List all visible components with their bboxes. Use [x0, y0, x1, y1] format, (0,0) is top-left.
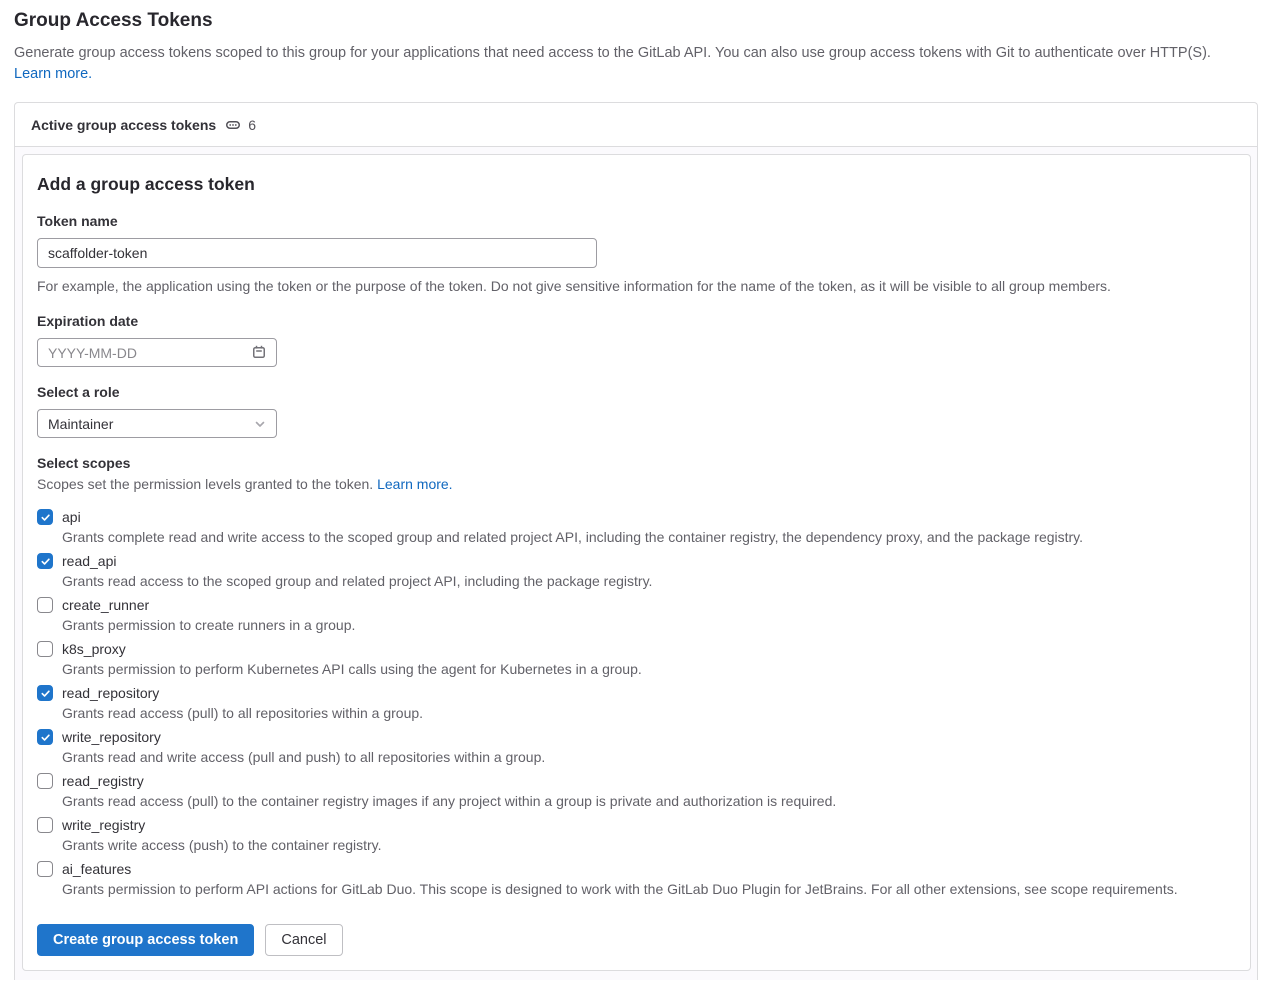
add-token-card: [22, 154, 1251, 971]
create-token-button[interactable]: Create group access token: [37, 924, 254, 956]
read_registry-checkbox[interactable]: [37, 773, 53, 789]
write_repository-checkbox[interactable]: [37, 729, 53, 745]
role-select[interactable]: [37, 409, 277, 438]
scope-description: Grants read and write access (pull and push) to all repositories within a group.: [62, 749, 546, 765]
page-header: [0, 0, 1261, 85]
scope-row: [37, 639, 1236, 679]
add-token-heading: Add a group access token: [37, 174, 255, 194]
scope-description: Grants permission to perform API actions for GitLab Duo. This scope is designed to work with the GitLab Duo Plugin for JetBrains. For all other extensions, see scope requirements.: [62, 881, 1178, 897]
chevron-down-icon: [254, 418, 266, 430]
active-tokens-count: 6: [248, 117, 256, 133]
scope-description: Grants complete read and write access to the scoped group and related project API, including the container registry, the dependency proxy, and the package registry.: [62, 529, 1084, 545]
api-checkbox[interactable]: [37, 509, 53, 525]
expiration-date-input[interactable]: [37, 338, 277, 367]
scope-name[interactable]: read_api: [62, 553, 117, 569]
read_api-checkbox[interactable]: [37, 553, 53, 569]
scope-row: [37, 727, 1236, 767]
active-tokens-header: [15, 103, 1257, 147]
scope-description: Grants permission to create runners in a group.: [62, 617, 356, 633]
token-name-label: Token name: [37, 213, 118, 229]
scope-row: [37, 507, 1236, 547]
page-title: Group Access Tokens: [14, 10, 213, 31]
scope-description: Grants read access to the scoped group and related project API, including the package registry.: [62, 573, 653, 589]
expiration-label: Expiration date: [37, 313, 139, 329]
scope-name[interactable]: write_repository: [62, 729, 161, 745]
create_runner-checkbox[interactable]: [37, 597, 53, 613]
scope-name[interactable]: k8s_proxy: [62, 641, 126, 657]
page-description-text: Generate group access tokens scoped to this group for your applications that need access to the GitLab API. You can also use group access tokens with Git to authenticate over HTTP(S).: [14, 45, 1211, 61]
role-group: [37, 384, 1236, 438]
read_repository-checkbox[interactable]: [37, 685, 53, 701]
scope-row: [37, 859, 1236, 899]
scopes-section: [37, 455, 1236, 899]
panel-body: [15, 147, 1257, 980]
active-tokens-title: Active group access tokens: [31, 117, 217, 133]
scope-row: [37, 683, 1236, 723]
scopes-label: Select scopes: [37, 455, 131, 471]
scope-name[interactable]: read_repository: [62, 685, 160, 701]
scope-name[interactable]: api: [62, 509, 81, 525]
cancel-button[interactable]: Cancel: [265, 924, 342, 956]
scope-name[interactable]: write_registry: [62, 817, 146, 833]
active-tokens-panel: [14, 102, 1258, 980]
expiration-group: [37, 313, 1236, 367]
scope-row: [37, 551, 1236, 591]
scope-description: Grants read access (pull) to the container registry images if any project within a group is private and authorization is required.: [62, 793, 837, 809]
scope-row: [37, 771, 1236, 811]
scopes-description-text: Scopes set the permission levels granted to the token.: [37, 476, 374, 492]
scopes-description: [37, 474, 1236, 494]
scopes-learn-more-link[interactable]: Learn more.: [377, 476, 453, 492]
write_registry-checkbox[interactable]: [37, 817, 53, 833]
scope-name[interactable]: read_registry: [62, 773, 144, 789]
scope-name[interactable]: create_runner: [62, 597, 150, 613]
k8s_proxy-checkbox[interactable]: [37, 641, 53, 657]
form-actions: [37, 924, 1236, 956]
token-name-group: [37, 213, 1236, 296]
page-description: [14, 43, 1246, 85]
token-icon: [225, 117, 241, 133]
ai_features-checkbox[interactable]: [37, 861, 53, 877]
learn-more-link[interactable]: Learn more.: [14, 66, 93, 82]
scope-name[interactable]: ai_features: [62, 861, 132, 877]
role-label: Select a role: [37, 384, 120, 400]
scope-row: [37, 595, 1236, 635]
scope-description: Grants permission to perform Kubernetes API calls using the agent for Kubernetes in a group.: [62, 661, 642, 677]
scope-description: Grants write access (push) to the container registry.: [62, 837, 382, 853]
scope-description: Grants read access (pull) to all repositories within a group.: [62, 705, 424, 721]
token-name-input[interactable]: [37, 238, 597, 268]
scopes-list: [37, 507, 1236, 899]
role-selected-value: Maintainer: [48, 415, 114, 432]
token-name-help: For example, the application using the token or the purpose of the token. Do not give sensitive information for the name of the token, as it will be visible to all group members.: [37, 278, 1111, 294]
scope-row: [37, 815, 1236, 855]
